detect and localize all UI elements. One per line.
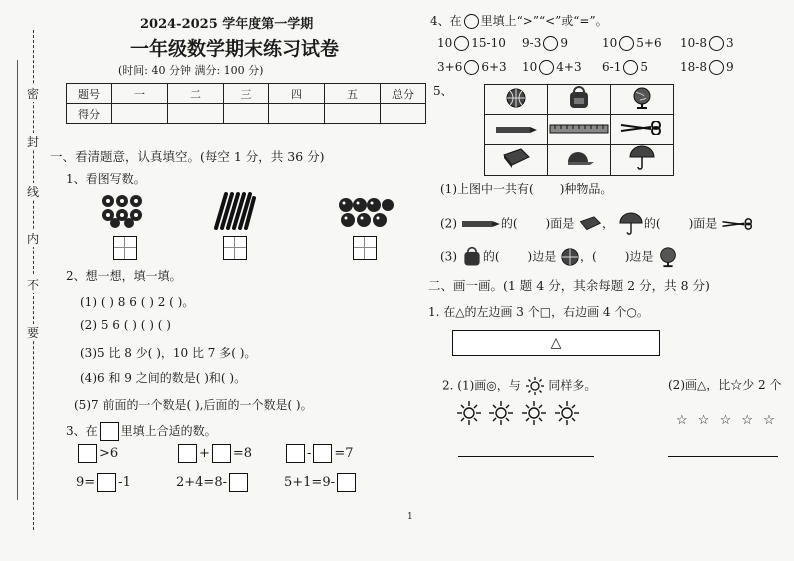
sun-row-icon <box>456 400 582 426</box>
binding-char: 内 <box>27 232 40 246</box>
q3-title-head: 3、在 <box>66 424 98 438</box>
q5-text: (2) <box>440 216 457 231</box>
q3-expr: 5+1=9- <box>284 475 335 490</box>
q5-text: (1)上图中一共有( <box>440 182 534 196</box>
q3-expr: =8 <box>232 446 253 461</box>
answer-box[interactable] <box>313 444 332 463</box>
q2-line: (2) 5 6 ( ) ( ) ( ) <box>80 318 171 332</box>
q4-row2 <box>680 60 734 75</box>
answer-box[interactable] <box>212 444 231 463</box>
binding-char: 不 <box>27 278 40 292</box>
q2-text: 2. (1)画◎，与 <box>442 378 521 393</box>
globe-icon <box>630 86 654 110</box>
q4-row1 <box>602 36 662 51</box>
q3-expr: + <box>199 446 210 461</box>
object-grid <box>484 84 674 176</box>
score-header: 一 <box>112 84 168 104</box>
q5-text: 的( <box>643 216 661 231</box>
grid-cell <box>611 85 674 115</box>
q4-title-head: 4、在 <box>430 14 462 28</box>
q2-line: (1) ( ) 8 6 ( ) 2 ( )。 <box>80 295 195 309</box>
answer-box[interactable] <box>229 473 248 492</box>
pencil-icon <box>461 220 501 228</box>
q5-text: )边是 <box>527 249 557 264</box>
star-row: ☆ ☆ ☆ ☆ ☆ <box>676 413 778 428</box>
q5-line1 <box>440 180 612 197</box>
compare-circle[interactable] <box>543 36 558 51</box>
q4-left: 10-8 <box>680 36 707 50</box>
q5-text: )面是 <box>688 216 718 231</box>
q4-title <box>430 12 608 29</box>
binding-char: 要 <box>27 326 40 340</box>
pencil-icon <box>494 125 538 135</box>
q4-right: 5 <box>640 60 648 74</box>
q1-title: 1、看图写数。 <box>66 172 146 186</box>
umbrella-icon <box>618 212 644 236</box>
q3-title <box>66 422 217 441</box>
grid-cell <box>485 115 548 145</box>
score-table <box>66 83 426 124</box>
scissors-icon <box>619 121 665 135</box>
q4-right: 9 <box>725 60 734 74</box>
q3-title-tail: 里填上合适的数。 <box>120 424 217 438</box>
answer-box[interactable] <box>223 236 247 260</box>
q4-row2 <box>522 60 582 75</box>
compare-circle[interactable] <box>454 36 469 51</box>
answer-box[interactable] <box>97 473 116 492</box>
q2-line: (5)7 前面的一个数是( ),后面的一个数是( )。 <box>74 398 313 412</box>
compare-circle[interactable] <box>709 60 724 75</box>
grid-cell <box>485 85 548 115</box>
q3-expr: >6 <box>99 446 119 461</box>
q3-row2 <box>176 473 250 492</box>
answer-line[interactable] <box>458 456 594 457</box>
backpack-icon <box>566 86 592 110</box>
ruler-icon <box>549 123 609 135</box>
drawing-box[interactable] <box>452 330 660 356</box>
q4-row1 <box>522 36 568 51</box>
grid-cell <box>548 85 611 115</box>
section2-title: 二、画一画。(1 题 4 分，其余每题 2 分，共 8 分) <box>428 278 710 293</box>
score-header: 五 <box>325 84 381 104</box>
q5-text: (3) <box>440 249 457 264</box>
binding-char: 密 <box>27 87 40 101</box>
compare-circle[interactable] <box>623 60 638 75</box>
score-cell[interactable] <box>224 104 269 124</box>
compare-circle[interactable] <box>464 60 479 75</box>
section1-title: 一、看清题意，认真填空。(每空 1 分，共 36 分) <box>50 149 325 164</box>
q4-right: 4+3 <box>556 60 582 74</box>
globe-icon <box>657 246 679 268</box>
answer-box[interactable] <box>178 444 197 463</box>
q4-left: 3+6 <box>437 60 463 74</box>
basketball-icon <box>560 247 580 267</box>
book-icon <box>578 215 602 233</box>
q4-right: 3 <box>725 36 734 50</box>
compare-circle[interactable] <box>539 60 554 75</box>
triangle-icon: △ <box>550 335 562 351</box>
q5-line3 <box>440 246 679 268</box>
q4-row2 <box>437 60 507 75</box>
backpack-icon <box>461 246 483 268</box>
q5-text: 的( <box>500 216 518 231</box>
q5-text: )面是 <box>545 216 575 231</box>
cap-icon <box>562 148 596 168</box>
q3-expr: - <box>307 446 312 461</box>
q5-title: 5、 <box>433 84 453 98</box>
q3-expr: 9= <box>76 475 96 490</box>
compare-circle-icon <box>464 14 479 29</box>
flower-cluster-icon <box>100 193 150 229</box>
binding-line-inner <box>17 60 18 500</box>
grid-cell <box>611 145 674 176</box>
q4-left: 6-1 <box>602 60 622 74</box>
section2-q2-part2: (2)画△，比☆少 2 个 <box>668 378 782 392</box>
book-icon <box>501 147 531 169</box>
sun-icon <box>525 376 545 396</box>
score-header: 题号 <box>67 84 112 104</box>
q4-right: 15-10 <box>471 36 506 50</box>
blank-box <box>100 422 119 441</box>
basketball-icon <box>505 87 527 109</box>
q4-right: 5+6 <box>636 36 662 50</box>
q5-line2 <box>440 212 755 236</box>
score-cell[interactable] <box>168 104 224 124</box>
q4-row1 <box>437 36 506 51</box>
score-cell[interactable] <box>112 104 168 124</box>
compare-circle[interactable] <box>619 36 634 51</box>
grid-cell <box>485 145 548 176</box>
answer-box[interactable] <box>113 236 137 260</box>
q4-left: 9-3 <box>522 36 542 50</box>
pencil-bundle-icon <box>210 190 256 232</box>
page-number: 1 <box>407 512 413 522</box>
q3-row2 <box>284 473 358 492</box>
exam-title: 一年级数学期末练习试卷 <box>130 38 340 60</box>
school-year: 2024-2025 学年度第一学期 <box>140 17 314 32</box>
q4-left: 10 <box>522 60 538 74</box>
answer-box[interactable] <box>353 236 377 260</box>
grid-cell <box>548 115 611 145</box>
q3-row1 <box>284 444 354 463</box>
q4-left: 10 <box>602 36 618 50</box>
q4-row2 <box>602 60 648 75</box>
q5-text: )边是 <box>624 249 654 264</box>
q5-text: )种物品。 <box>559 182 613 196</box>
apple-cluster-icon <box>338 195 394 229</box>
score-header: 四 <box>269 84 325 104</box>
binding-char: 线 <box>27 185 40 199</box>
section2-q1: 1. 在△的左边画 3 个□，右边画 4 个○。 <box>428 305 649 319</box>
q3-row1 <box>76 444 118 463</box>
umbrella-icon <box>628 145 656 171</box>
q4-row1 <box>680 36 734 51</box>
q2-line: (4)6 和 9 之间的数是( )和( )。 <box>80 371 247 385</box>
section2-q2 <box>442 376 596 396</box>
scissors-icon <box>721 218 755 230</box>
answer-line[interactable] <box>668 456 778 457</box>
q4-left: 18-8 <box>680 60 707 74</box>
q3-expr: -1 <box>118 475 131 490</box>
grid-cell <box>611 115 674 145</box>
q3-expr: 2+4=8- <box>176 475 227 490</box>
exam-meta: (时间: 40 分钟 满分: 100 分) <box>118 64 264 77</box>
compare-circle[interactable] <box>709 36 724 51</box>
q4-right: 9 <box>560 36 568 50</box>
q5-text: ， <box>602 216 615 231</box>
q3-row2 <box>76 473 131 492</box>
answer-box[interactable] <box>78 444 97 463</box>
score-cell[interactable] <box>381 104 426 124</box>
score-header: 三 <box>224 84 269 104</box>
q2-text: 同样多。 <box>548 378 597 393</box>
q2-title: 2、想一想，填一填。 <box>66 269 182 283</box>
score-header: 总分 <box>381 84 426 104</box>
q4-left: 10 <box>437 36 453 50</box>
answer-box[interactable] <box>337 473 356 492</box>
binding-char: 封 <box>27 135 40 149</box>
score-cell[interactable] <box>269 104 325 124</box>
score-row-label: 得分 <box>67 104 112 124</box>
score-cell[interactable] <box>325 104 381 124</box>
grid-cell <box>548 145 611 176</box>
score-header: 二 <box>168 84 224 104</box>
q3-row1 <box>176 444 252 463</box>
q3-expr: =7 <box>334 446 354 461</box>
q2-line: (3)5 比 8 少( )，10 比 7 多( )。 <box>80 346 257 360</box>
q4-title-tail: 里填上“>”“<”或“=”。 <box>480 14 608 28</box>
q5-text: 的( <box>482 249 500 264</box>
q5-text: ，( <box>580 249 597 264</box>
q4-right: 6+3 <box>481 60 507 74</box>
answer-box[interactable] <box>286 444 305 463</box>
